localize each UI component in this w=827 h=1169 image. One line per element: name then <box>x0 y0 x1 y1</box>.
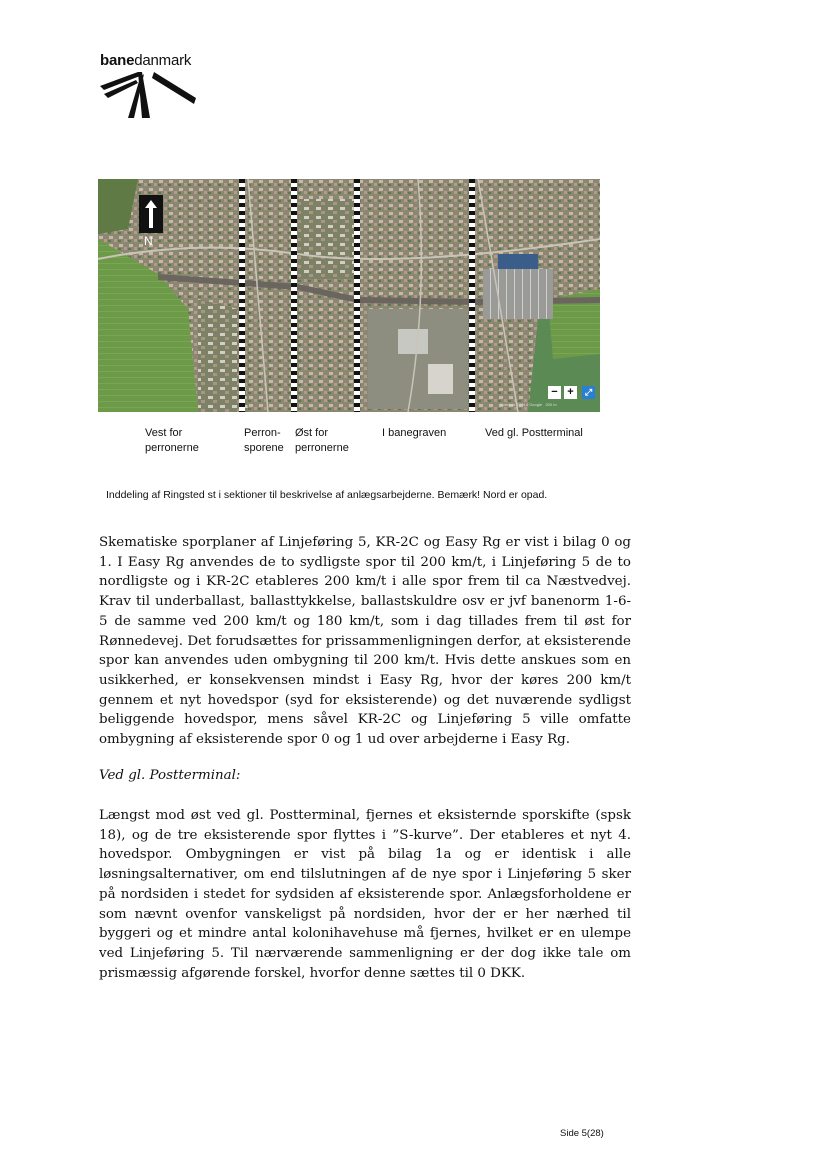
section-label-west <box>145 426 199 456</box>
map-scale: 200 m <box>545 402 557 407</box>
logo-regular-part: danmark <box>134 52 192 69</box>
figure-caption: Inddeling af Ringsted st i sektioner til beskrivelse af anlægsarbejderne. Bemærk! Nord er opad. <box>106 489 548 501</box>
section-label-postterminal <box>485 426 583 441</box>
fullscreen-icon[interactable]: ⤢ <box>582 386 595 399</box>
section-line: perronerne <box>145 442 199 454</box>
north-label: N <box>144 234 153 248</box>
section-label-cutting <box>382 426 446 441</box>
logo-wordmark <box>100 52 191 69</box>
section-label-platform <box>244 426 284 456</box>
aerial-map[interactable] <box>98 179 600 412</box>
section-line: I banegraven <box>382 427 447 439</box>
zoom-in-button[interactable]: + <box>564 386 577 399</box>
section-heading: Ved gl. Postterminal: <box>99 768 241 783</box>
logo-bold-part: bane <box>100 52 135 69</box>
logo-icon <box>98 70 198 126</box>
section-line: sporene <box>244 442 284 454</box>
section-line: perronerne <box>295 442 349 454</box>
body-paragraph-1: Skematiske sporplaner af Linjeføring 5, KR-2C og Easy Rg er vist i bilag 0 og 1. I Easy Rg anvendes de to sydligste spor til 200 km/t, i Linjeføring 5 de to nordligste og i KR-2C etableres 200 km/t i alle spor frem til ca Næstvedvej. Krav til underballast, ballasttykkelse, ballastskuldre osv er jvf banenorm 1-6-5 de samme ved 200 km/t og 180 km/t, som i dag tillades frem til øst for Rønnedevej. Det forudsættes for prissammenligningen derfor, at eksisterende spor kan anvendes uden ombygning til 200 km/t. Hvis dette anskues som en usikkerhed, er konsekvensen mindst i Easy Rg, hvor der køres 200 km/t gennem et nyt hovedspor (syd for eksisterende) og det nuværende sydligst beliggende hovedspor, mens såvel KR-2C og Linjeføring 5 ville omfatte ombygning af eksisterende spor 0 og 1 ud over arbejderne i Easy Rg. <box>99 535 631 748</box>
map-credit <box>500 402 557 407</box>
north-arrow <box>139 195 163 233</box>
section-line: Øst for <box>295 427 329 439</box>
section-line: Vest for <box>145 427 183 439</box>
body-paragraph-2: Længst mod øst ved gl. Postterminal, fjernes et eksisternde sporskifte (spsk 18), og de tre eksisterende spor flyttes i ”S-kurve”. Der etableres et nyt 4. hovedspor. Ombygningen er vist på bilag 1a og er identisk i alle løsningsalternativer, om end tilslutningen af de nye spor i Linjeføring 5 sker på nordsiden i stedet for sydsiden af eksisterende spor. Anlægsforholdene er som nævnt ovenfor vanskeligst på nordsiden, hvor der er her nærhed til byggeri og et mindre antal kolonihavehuse må fjernes, hvilket er en ulempe ved Linjeføring 5. Til nærværende sammenligning er der dog ikke tale om prismæssig afgørende forskel, hvorfor denne sættes til 0 DKK. <box>99 808 631 981</box>
zoom-out-button[interactable]: − <box>548 386 561 399</box>
map-credit-text: Kortdata ©2014 Google <box>500 402 543 407</box>
section-label-east <box>295 426 349 456</box>
page-number: Side 5(28) <box>560 1128 604 1139</box>
section-line: Ved gl. Postterminal <box>485 427 583 439</box>
section-line: Perron- <box>244 427 281 439</box>
